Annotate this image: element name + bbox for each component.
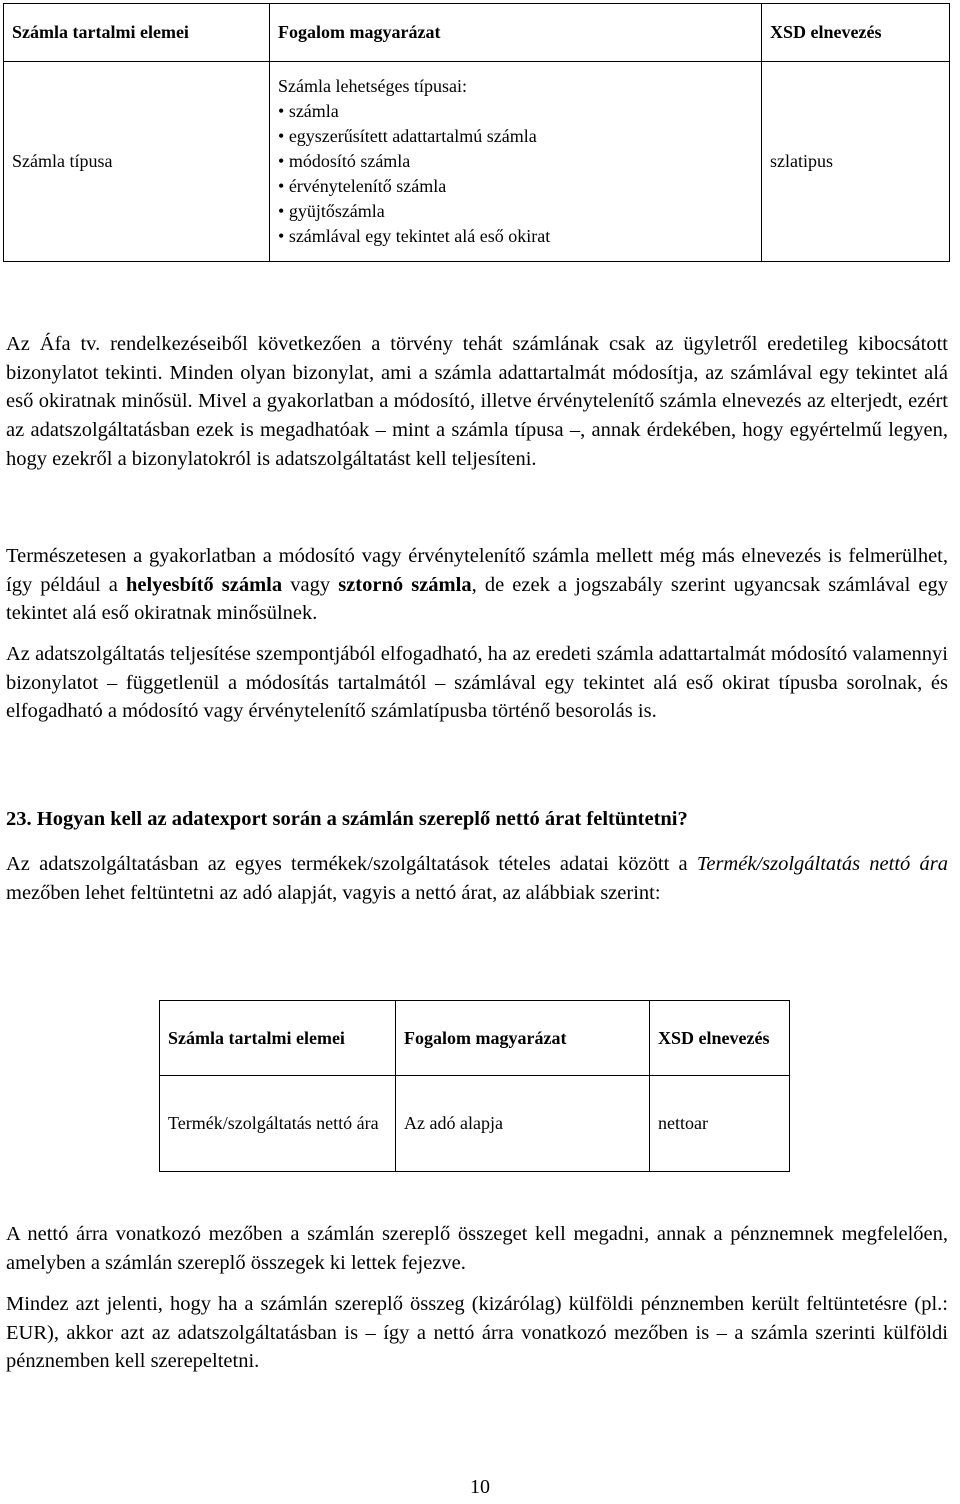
table-row <box>160 1076 790 1172</box>
list-item: • számlával egy tekintet alá eső okirat <box>278 224 753 249</box>
table-header-row <box>160 1001 790 1076</box>
italic-term: Termék/szolgáltatás nettó ára <box>696 853 948 875</box>
table-header-row <box>4 4 950 62</box>
paragraph-4 <box>6 850 948 907</box>
description-title: Számla lehetséges típusai: <box>278 76 467 96</box>
invoice-type-table <box>3 3 950 262</box>
list-item: • módosító számla <box>278 149 753 174</box>
text-span: Természetesen a gyakorlatban a módosító vagy érvénytelenítő számla mellett még más elnevezés is felmerülhet, így például a <box>6 545 948 596</box>
list-item: • egyszerűsített adattartalmú számla <box>278 124 753 149</box>
text-span: , de ezek a jogszabály szerint ugyancsak számlával egy tekintet alá eső okiratnak minősülnek. <box>6 573 948 625</box>
paragraph-3: Az adatszolgáltatás teljesítése szempontjából elfogadható, ha az eredeti számla adattartalmát módosító valamennyi bizonylatot – függetlenül a módosítás tartalmától – számlával egy tekintet alá eső okirat típusba sorolnak, és elfogadható a módosító vagy érvénytelenítő számlatípusba történő besorolás is. <box>6 643 948 723</box>
paragraph-1: Az Áfa tv. rendelkezéseiből következően a törvény tehát számlának csak az ügyletről eredetileg kibocsátott bizonylatot tekinti. Minden olyan bizonylat, ami a számla adattartalmát módosítja, az számlával egy tekintet alá eső okiratnak minősül. Mivel a gyakorlatban a módosító, illetve érvénytelenítő számla elnevezés az elterjedt, ezért az adatszolgáltatásban ezek is megadhatóak – mint a számla típusa –, annak érdekében, hogy egyértelmű legyen, hogy ezekről a bizonylatokról is adatszolgáltatást kell teljesíteni. <box>6 333 948 470</box>
xsd-cell: nettoar <box>650 1076 790 1172</box>
xsd-cell: szlatipus <box>762 62 950 262</box>
text-span: vagy <box>282 573 339 596</box>
text-span: Az adatszolgáltatásban az egyes termékek/szolgáltatások tételes adatai között a <box>6 853 697 875</box>
description-cell: Az adó alapja <box>396 1076 650 1172</box>
header-cell: XSD elnevezés <box>650 1001 790 1076</box>
paragraph-6: Mindez azt jelenti, hogy ha a számlán szereplő összeg (kizárólag) külföldi pénznemben került feltüntetésre (pl.: EUR), akkor azt az adatszolgáltatásban is – így a nettó árra vonatkozó mezőben is – a számla szerinti külföldi pénznemben kell szerepeltetni. <box>6 1293 948 1373</box>
list-item: • érvénytelenítő számla <box>278 174 753 199</box>
table-row <box>4 62 950 262</box>
net-price-table <box>159 1000 790 1172</box>
section-heading: 23. Hogyan kell az adatexport során a számlán szereplő nettó árat feltüntetni? <box>6 808 688 830</box>
header-cell: Fogalom magyarázat <box>270 4 762 62</box>
bold-term: helyesbítő számla <box>125 573 283 596</box>
header-cell: Fogalom magyarázat <box>396 1001 650 1076</box>
description-cell <box>270 62 762 262</box>
element-cell: Számla típusa <box>4 62 270 262</box>
list-item: • gyüjtőszámla <box>278 199 753 224</box>
paragraph-2 <box>6 542 948 628</box>
header-cell: XSD elnevezés <box>762 4 950 62</box>
header-cell: Számla tartalmi elemei <box>160 1001 396 1076</box>
list-item: • számla <box>278 99 753 124</box>
element-cell: Termék/szolgáltatás nettó ára <box>160 1076 396 1172</box>
header-cell: Számla tartalmi elemei <box>4 4 270 62</box>
page-number: 10 <box>470 1476 490 1498</box>
text-span: mezőben lehet feltüntetni az adó alapját, vagyis a nettó árat, az alábbiak szerint: <box>6 881 661 904</box>
paragraph-5: A nettó árra vonatkozó mezőben a számlán szereplő összeget kell megadni, annak a pénznemnek megfelelően, amelyben a számlán szereplő összegek ki lettek fejezve. <box>6 1223 948 1274</box>
bold-term: sztornó számla <box>338 573 472 596</box>
